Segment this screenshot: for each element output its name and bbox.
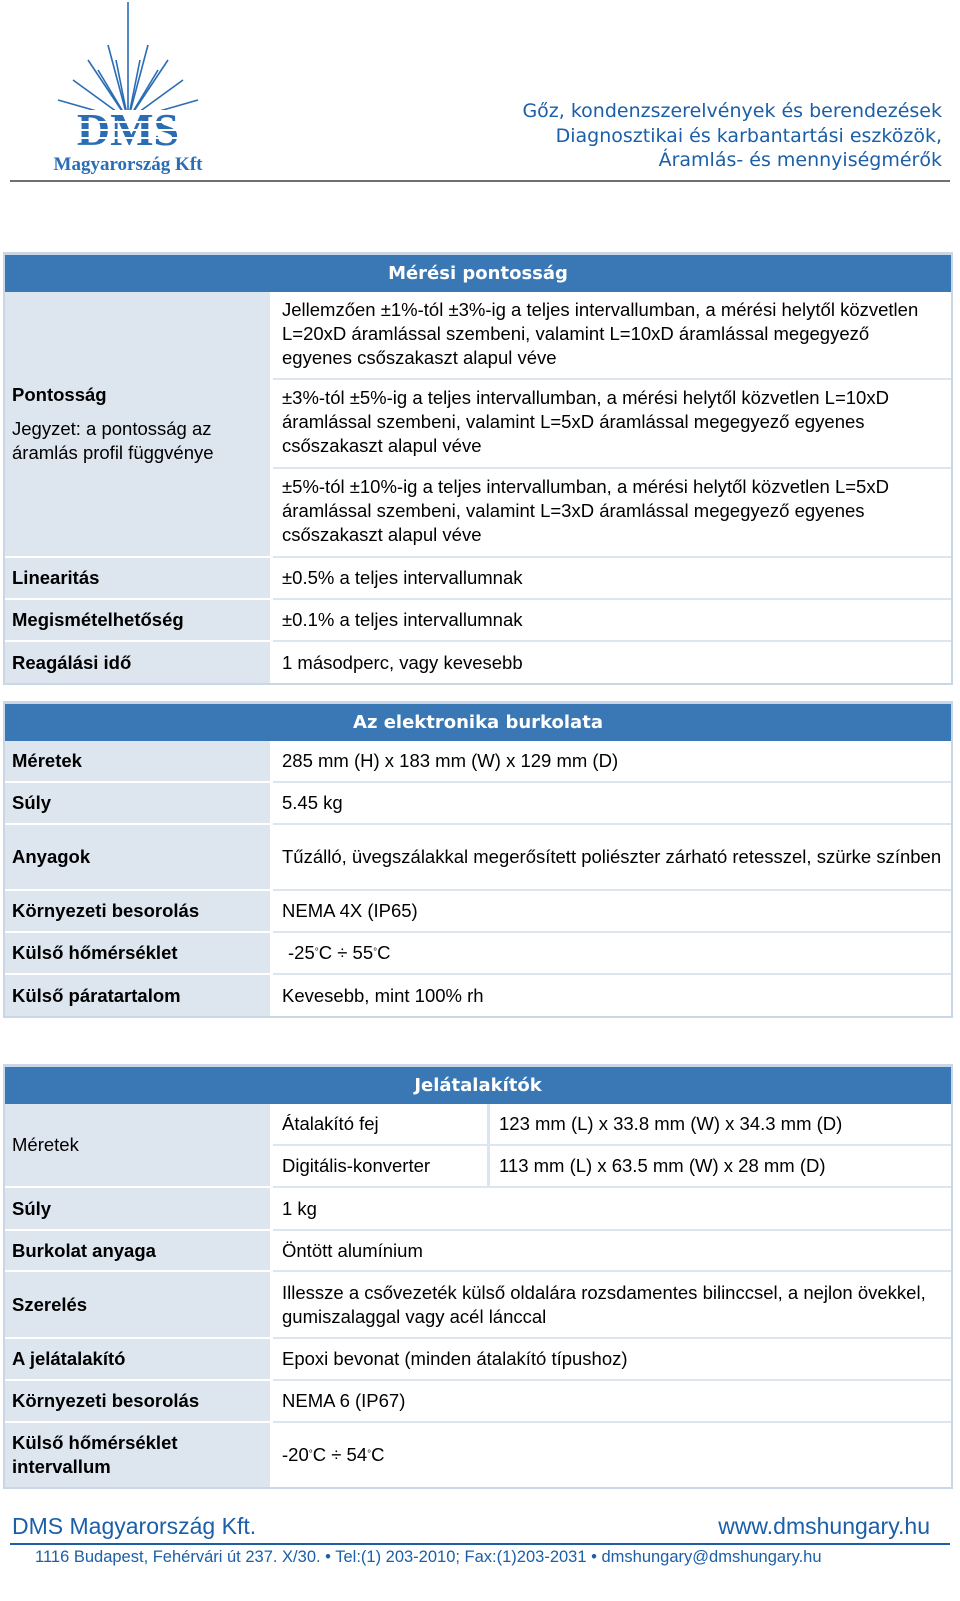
row-label: Méretek (3, 1104, 270, 1188)
table-row (3, 1188, 953, 1231)
row-label: Környezeti besorolás (3, 891, 270, 933)
footer-company: DMS Magyarország Kft. (12, 1513, 257, 1539)
accuracy-value-2: ±3%-tól ±5%-ig a teljes intervallumban, a mérési helytől közvetlen L=10xD áramlással szembeni, valamint L=5xD áramlással megegyező egyenes csőszakaszt alapul véve (273, 380, 953, 469)
table-row-accuracy (3, 292, 953, 558)
row-label: Súly (3, 1188, 270, 1231)
part-name: Digitális-konverter (273, 1146, 490, 1188)
svg-text:DMS: DMS (76, 104, 180, 155)
row-value: 1 kg (273, 1188, 953, 1231)
header-divider (10, 180, 950, 182)
row-value: 1 másodperc, vagy kevesebb (273, 642, 953, 685)
row-value: Kevesebb, mint 100% rh (273, 975, 953, 1018)
row-label: Külső hőmérséklet intervallum (3, 1423, 270, 1489)
table-row (3, 1231, 953, 1272)
row-value: NEMA 6 (IP67) (273, 1381, 953, 1423)
accuracy-value-3: ±5%-tól ±10%-ig a teljes intervallumban, a mérési helytől közvetlen L=5xD áramlással szembeni, valamint L=3xD áramlással megegyező egyenes csőszakaszt alapul véve (273, 469, 953, 558)
table-row (3, 642, 953, 685)
row-value: Tűzálló, üvegszálakkal megerősített poliészter zárható retesszel, szürke színben (273, 825, 953, 891)
temp-unit: C (377, 942, 391, 963)
dimension-subrow (3, 1146, 953, 1188)
row-value: NEMA 4X (IP65) (273, 891, 953, 933)
accuracy-note: Jegyzet: a pontosság az áramlás profil függvénye (12, 418, 214, 463)
row-label: Anyagok (3, 825, 270, 891)
part-name: Átalakító fej (273, 1104, 490, 1146)
part-dimensions: 113 mm (L) x 63.5 mm (W) x 28 mm (D) (490, 1146, 953, 1188)
row-value: 5.45 kg (273, 783, 953, 825)
degree-sign: ° (367, 1449, 372, 1460)
part-dimensions: 123 mm (L) x 33.8 mm (W) x 34.3 mm (D) (490, 1104, 953, 1146)
accuracy-label-cell (3, 292, 270, 558)
accuracy-value-1: Jellemzően ±1%-tól ±3%-ig a teljes intervallumban, a mérési helytől közvetlen L=20xD áramlással szembeni, valamint L=10xD áramlással megegyező egyenes csőszakaszt alapul véve (273, 292, 953, 380)
table-title: Mérési pontosság (3, 252, 953, 292)
table-row (3, 741, 953, 783)
row-label: Környezeti besorolás (3, 1381, 270, 1423)
row-value (273, 1423, 953, 1489)
table-row (3, 1381, 953, 1423)
tagline-line-2: Diagnosztikai és karbantartási eszközök, (555, 124, 942, 147)
company-logo (28, 0, 228, 182)
row-value: ±0.5% a teljes intervallumnak (273, 558, 953, 600)
temp-mid: C ÷ 55 (318, 942, 374, 963)
temp-mid: C ÷ 54 (312, 1444, 368, 1465)
header-tagline (522, 99, 942, 173)
row-value: Öntött alumínium (273, 1231, 953, 1272)
row-label: Külső páratartalom (3, 975, 270, 1018)
row-label: Reagálási idő (3, 642, 270, 685)
table-row (3, 783, 953, 825)
row-value: Illessze a csővezeték külső oldalára rozsdamentes bilinccsel, a nejlon övekkel, gumiszalaggal vagy acél lánccal (273, 1272, 953, 1339)
row-label: Linearitás (3, 558, 270, 600)
page-header (10, 0, 950, 184)
table-row (3, 825, 953, 891)
table-row (3, 1423, 953, 1489)
table-row (3, 558, 953, 600)
row-label: Külső hőmérséklet (3, 933, 270, 975)
row-label: Szerelés (3, 1272, 270, 1339)
row-label: Méretek (3, 741, 270, 783)
table-electronics-enclosure (3, 701, 953, 1018)
tagline-line-3: Áramlás- és mennyiségmérők (658, 149, 942, 171)
table-row (3, 1339, 953, 1381)
footer-address: 1116 Budapest, Fehérvári út 237. X/30. • Tel:(1) 203-2010; Fax:(1)203-2031 • dmshungary@dmshungary.hu (35, 1548, 822, 1566)
degree-sign: ° (314, 947, 319, 958)
row-value (273, 933, 953, 975)
dimension-subrow (3, 1104, 953, 1146)
table-measurement-accuracy (3, 252, 953, 685)
temp-unit: C (371, 1444, 385, 1465)
degree-sign: ° (308, 1449, 313, 1460)
row-value: ±0.1% a teljes intervallumnak (273, 600, 953, 642)
row-label: Pontosság (12, 384, 107, 405)
row-label: A jelátalakító (3, 1339, 270, 1381)
table-row-dimensions (3, 1104, 953, 1188)
table-transducers (3, 1064, 953, 1489)
temp-min: -25 (288, 942, 315, 963)
table-row (3, 975, 953, 1018)
table-row (3, 1272, 953, 1339)
tagline-line-1: Gőz, kondenzszerelvények és berendezések (522, 100, 942, 122)
row-value: Epoxi bevonat (minden átalakító típushoz) (273, 1339, 953, 1381)
temp-min: -20 (282, 1444, 309, 1465)
degree-sign: ° (373, 947, 378, 958)
table-title: Az elektronika burkolata (3, 701, 953, 741)
row-label: Megismételhetőség (3, 600, 270, 642)
footer-website-link[interactable]: www.dmshungary.hu (718, 1513, 930, 1539)
sunburst-logo-icon (28, 0, 228, 182)
svg-text:Magyarország Kft: Magyarország Kft (53, 154, 203, 175)
row-label: Burkolat anyaga (3, 1231, 270, 1272)
footer-divider (10, 1543, 950, 1545)
table-row (3, 933, 953, 975)
table-row (3, 600, 953, 642)
row-value: 285 mm (H) x 183 mm (W) x 129 mm (D) (273, 741, 953, 783)
table-row (3, 891, 953, 933)
row-label: Súly (3, 783, 270, 825)
table-title: Jelátalakítók (3, 1064, 953, 1104)
